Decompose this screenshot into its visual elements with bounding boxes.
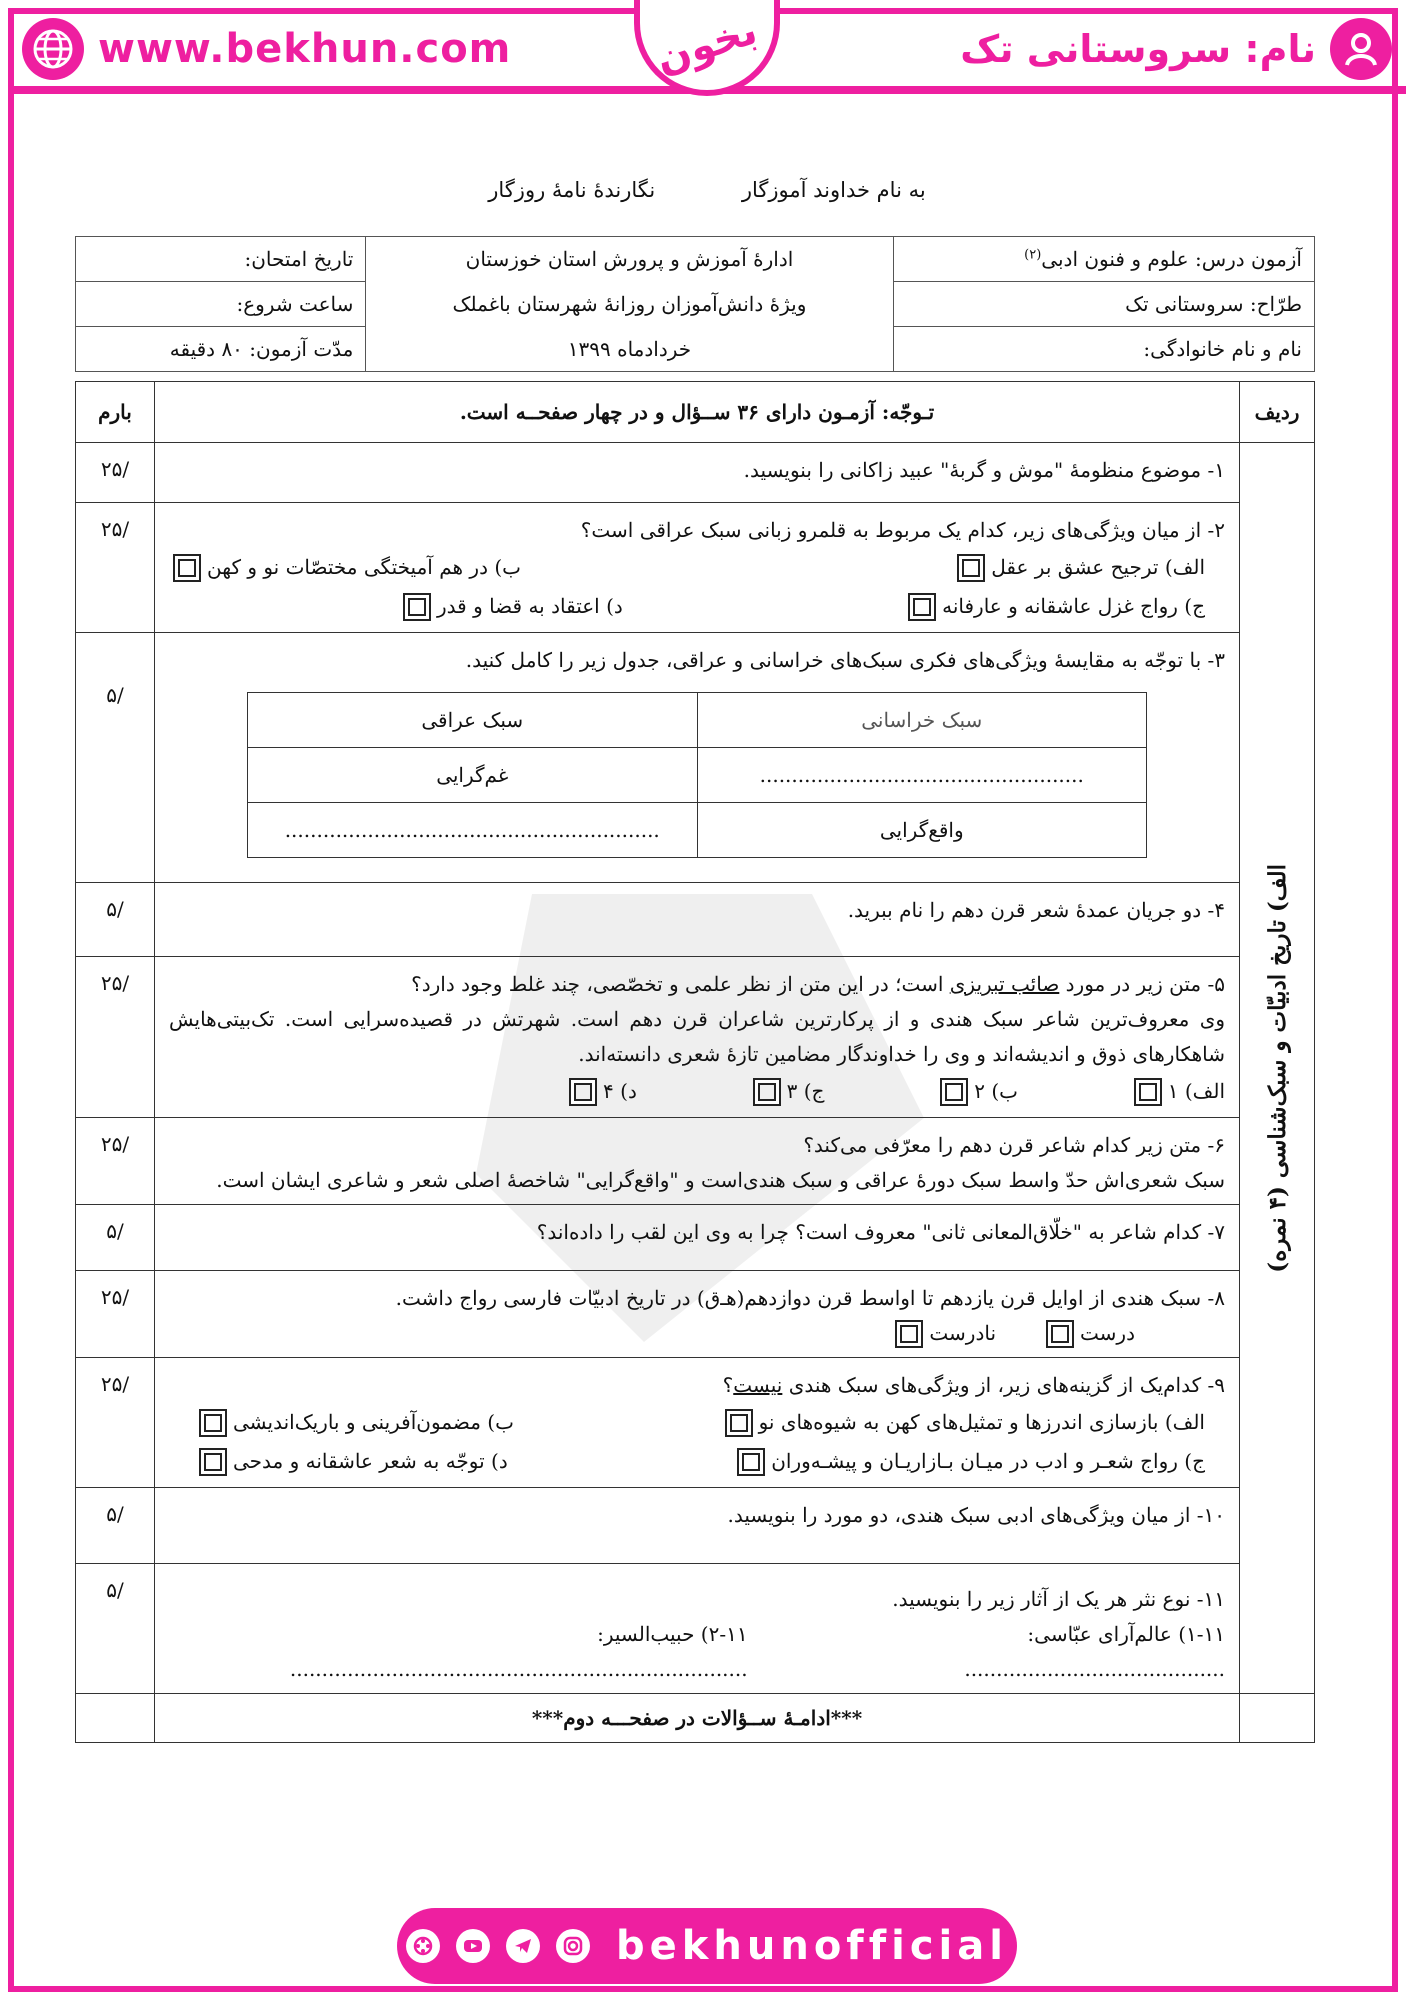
question-4: ۴- دو جریان عمدهٔ شعر قرن دهم را نام ببرید. <box>155 883 1240 957</box>
question-5-passage: وی معروف‌ترین شاعر سبک هندی و از پرکارترین شاعران قرن دهم است. شهرتش در قصیده‌سرایی است. تک‌بیتی‌هایش شاهکارهای ذوق و اندیشه‌اند و وی را خداوندگار مضامین تازهٔ شعری دانسته‌اند. <box>169 1007 1225 1066</box>
checkbox[interactable] <box>403 593 431 621</box>
checkbox[interactable] <box>1134 1078 1162 1106</box>
q5-option-a[interactable]: الف) ۱ <box>1134 1074 1225 1109</box>
cell-eraghi-1: غم‌گرایی <box>248 748 698 803</box>
score-8: /۲۵ <box>76 1271 155 1358</box>
q9-option-b[interactable]: ب) مضمون‌آفرینی و باریک‌اندیشی <box>199 1405 514 1440</box>
score-5: /۲۵ <box>76 957 155 1118</box>
score-6: /۲۵ <box>76 1118 155 1205</box>
q5-option-b[interactable]: ب) ۲ <box>940 1074 1018 1109</box>
instagram-icon[interactable] <box>556 1929 590 1963</box>
score-11: /۵ <box>76 1564 155 1694</box>
name-label: نام: سروستانی تک <box>960 27 1316 71</box>
checkbox[interactable] <box>737 1448 765 1476</box>
score-3: /۵ <box>76 633 155 883</box>
checkbox[interactable] <box>199 1409 227 1437</box>
social-handle[interactable]: bekhunofficial <box>616 1923 1008 1969</box>
social-bar[interactable] <box>397 1908 1017 1984</box>
globe-icon <box>22 18 84 80</box>
section-label: الف) تاریخ ادبیّات و سبک‌شناسی (۴ نمره) <box>1263 863 1291 1273</box>
score-4: /۵ <box>76 883 155 957</box>
course-name: آزمون درس: علوم و فنون ادبی$^{(۲)}$ <box>893 237 1314 282</box>
question-9 <box>155 1358 1240 1488</box>
question-6 <box>155 1118 1240 1205</box>
blank-eraghi[interactable]: ........................................................... <box>248 803 698 858</box>
start-time: ساعت شروع: <box>76 282 366 327</box>
q5-option-c[interactable]: ج) ۳ <box>753 1074 825 1109</box>
q8-option-false[interactable]: نادرست <box>895 1316 996 1351</box>
website-badge[interactable] <box>22 14 511 84</box>
user-icon <box>1330 18 1392 80</box>
duration: مدّت آزمون: ۸۰ دقیقه <box>76 327 366 372</box>
invocation-left: نگارندهٔ نامهٔ روزگار <box>488 178 656 202</box>
checkbox[interactable] <box>199 1448 227 1476</box>
q8-option-true[interactable]: درست <box>1046 1316 1135 1351</box>
q5-option-d[interactable]: د) ۴ <box>569 1074 637 1109</box>
header-invocation <box>0 178 1414 202</box>
q2-option-d[interactable]: د) اعتقاد به قضا و قدر <box>403 589 623 624</box>
question-6-text: ۶- متن زیر کدام شاعر قرن دهم را معرّفی می‌کند؟ <box>803 1133 1225 1157</box>
checkbox[interactable] <box>1046 1320 1074 1348</box>
logo-text: بخون <box>650 7 764 83</box>
questions-table <box>75 381 1315 1743</box>
question-3 <box>155 633 1240 883</box>
checkbox[interactable] <box>725 1409 753 1437</box>
q11-part-1[interactable]: ۱-۱۱) عالم‌آرای عبّاسی: ......................................... <box>964 1622 1225 1681</box>
aparat-icon[interactable] <box>406 1929 440 1963</box>
checkbox[interactable] <box>940 1078 968 1106</box>
score-9: /۲۵ <box>76 1358 155 1488</box>
col-radif-header: ردیف <box>1240 382 1315 443</box>
question-9-text: ۹- کدام‌یک از گزینه‌های زیر، از ویژگی‌های سبک هندی نیست؟ <box>722 1373 1225 1397</box>
q11-part-2[interactable]: ۲-۱۱) حبیب‌السیر: ........................................................................ <box>289 1622 748 1681</box>
question-11 <box>155 1564 1240 1694</box>
question-3-text: ۳- با توجّه به مقایسهٔ ویژگی‌های فکری سبک‌های خراسانی و عراقی، جدول زیر را کامل کنید. <box>465 648 1225 672</box>
question-5 <box>155 957 1240 1118</box>
score-empty <box>76 1694 155 1743</box>
blank-khorasani[interactable]: ................................................... <box>697 748 1147 803</box>
school-name: ویژهٔ دانش‌آموزان روزانهٔ شهرستان باغملک <box>366 282 893 327</box>
student-name-field: نام و نام خانوادگی: <box>893 327 1314 372</box>
col-score-header: بارم <box>76 382 155 443</box>
radif-empty <box>1240 1694 1315 1743</box>
invocation-right: به نام خداوند آموزگار <box>741 178 926 202</box>
exam-month: خردادماه ۱۳۹۹ <box>366 327 893 372</box>
q2-option-c[interactable]: ج) رواج غزل عاشقانه و عارفانه <box>908 589 1205 624</box>
question-8 <box>155 1271 1240 1358</box>
question-11-text: ۱۱- نوع نثر هر یک از آثار زیر را بنویسید. <box>892 1587 1225 1611</box>
name-badge <box>960 14 1392 84</box>
score-7: /۵ <box>76 1205 155 1271</box>
designer: طرّاح: سروستانی تک <box>893 282 1314 327</box>
question-8-text: ۸- سبک هندی از اوایل قرن یازدهم تا اواسط قرن دوازدهم(هـ‌ق) در تاریخ ادبیّات فارسی رواج داشت. <box>395 1286 1225 1310</box>
telegram-icon[interactable] <box>506 1929 540 1963</box>
q2-option-a[interactable]: الف) ترجیح عشق بر عقل <box>957 550 1205 585</box>
exam-date: تاریخ امتحان: <box>76 237 366 282</box>
q2-option-b[interactable]: ب) در هم آمیختگی مختصّات نو و کهن <box>173 550 521 585</box>
style-comparison-table <box>247 692 1147 858</box>
exam-info-table <box>75 236 1315 372</box>
q9-option-d[interactable]: د) توجّه به شعر عاشقانه و مدحی <box>199 1444 508 1479</box>
checkbox[interactable] <box>908 593 936 621</box>
youtube-icon[interactable] <box>456 1929 490 1963</box>
checkbox[interactable] <box>753 1078 781 1106</box>
checkbox[interactable] <box>173 554 201 582</box>
continue-notice: ***ادامـهٔ ســؤالات در صفحـــه دوم*** <box>155 1694 1240 1743</box>
cell-khorasani-2: واقع‌گرایی <box>697 803 1147 858</box>
header-eraghi: سبک عراقی <box>248 693 698 748</box>
score-1: /۲۵ <box>76 443 155 503</box>
question-2-text: ۲- از میان ویژگی‌های زیر، کدام یک مربوط به قلمرو زبانی سبک عراقی است؟ <box>580 518 1225 542</box>
question-10: ۱۰- از میان ویژگی‌های ادبی سبک هندی، دو مورد را بنویسید. <box>155 1488 1240 1564</box>
org-name: ادارهٔ آموزش و پرورش استان خوزستان <box>366 237 893 282</box>
score-10: /۵ <box>76 1488 155 1564</box>
checkbox[interactable] <box>895 1320 923 1348</box>
exam-notice: تـوجّه: آزمـون دارای ۳۶ ســؤال و در چهار صفحــه است. <box>155 382 1240 443</box>
question-5-text: ۵- متن زیر در مورد صائب تبریزی است؛ در این متن از نظر علمی و تخصّصی، چند غلط وجود دارد؟ <box>411 972 1225 996</box>
checkbox[interactable] <box>957 554 985 582</box>
question-1: ۱- موضوع منظومهٔ "موش و گربهٔ" عبید زاکانی را بنویسید. <box>155 443 1240 503</box>
score-2: /۲۵ <box>76 503 155 633</box>
question-6-passage: سبک شعری‌اش حدّ واسط سبک دورهٔ عراقی و سبک هندی‌است و "واقع‌گرایی" شاخصهٔ اصلی شعر و شاعری ایشان است. <box>216 1168 1225 1192</box>
checkbox[interactable] <box>569 1078 597 1106</box>
header-khorasani: سبک خراسانی <box>697 693 1147 748</box>
q9-option-c[interactable]: ج) رواج شعـر و ادب در میـان بـازاریـان و پیشـه‌وران <box>737 1444 1205 1479</box>
q9-option-a[interactable]: الف) بازسازی اندرزها و تمثیل‌های کهن به شیوه‌های نو <box>725 1405 1205 1440</box>
website-url[interactable]: www.bekhun.com <box>98 26 512 72</box>
section-cell <box>1240 443 1315 1694</box>
question-2 <box>155 503 1240 633</box>
question-7: ۷- کدام شاعر به "خلّاق‌المعانی ثانی" معروف است؟ چرا به وی این لقب را داده‌اند؟ <box>155 1205 1240 1271</box>
